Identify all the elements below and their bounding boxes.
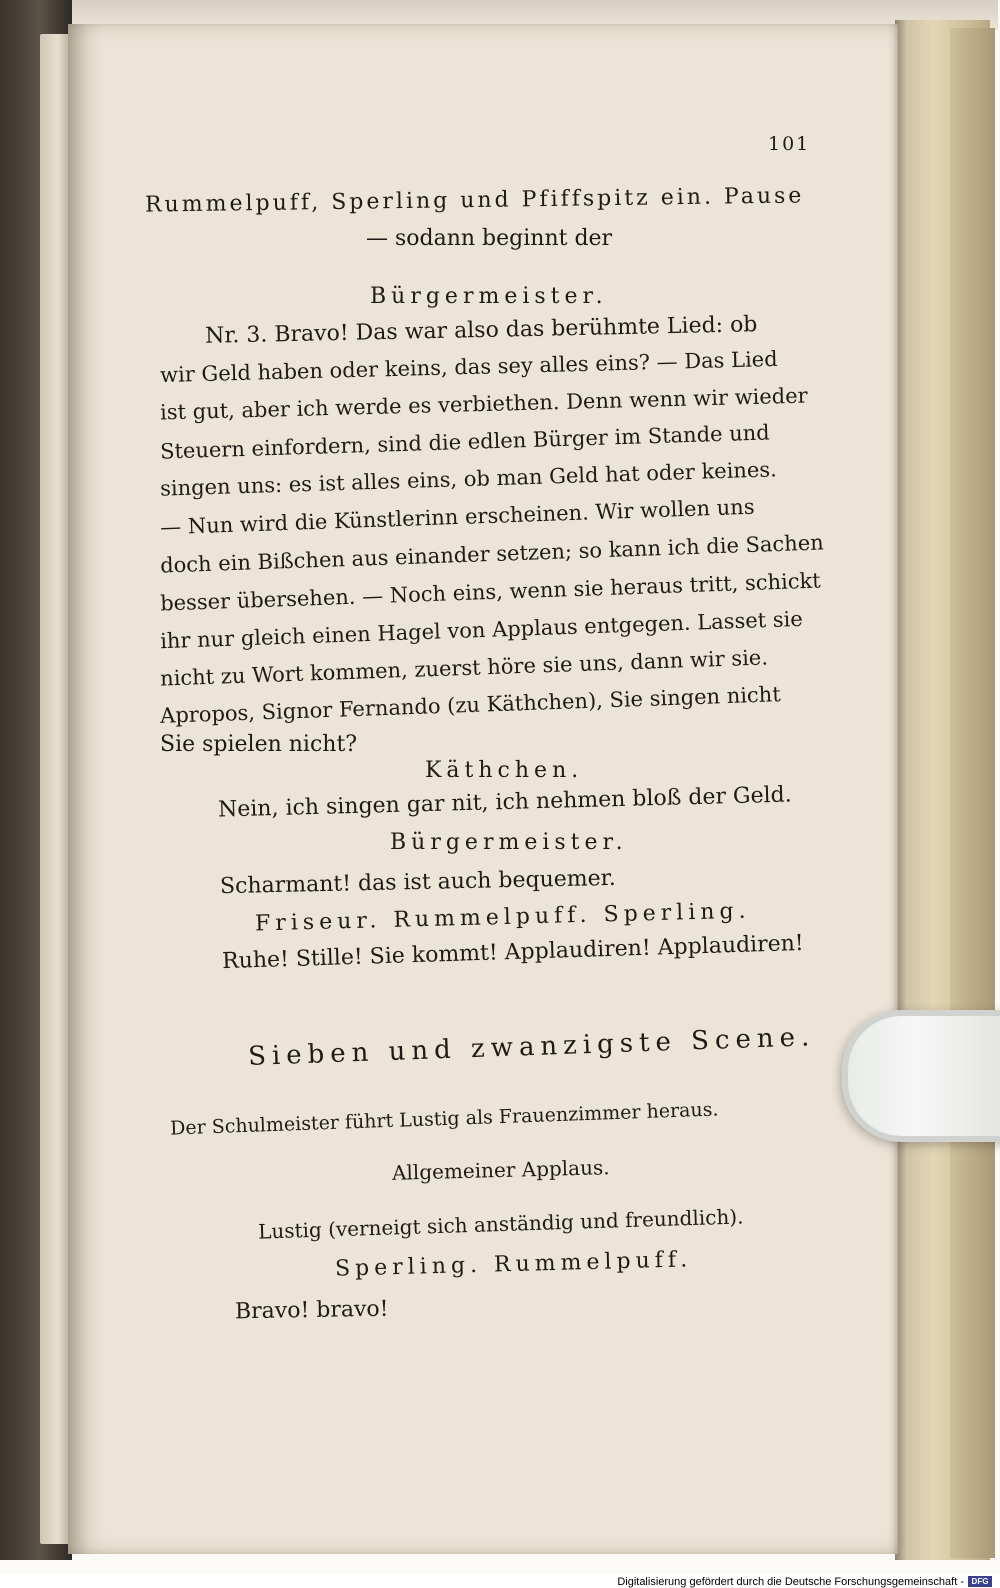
text-line: ihr nur gleich einen Hagel von Applaus entgegen. Lasset sie xyxy=(159,606,804,654)
speaker-name: Sperling. Rummelpuff. xyxy=(334,1247,693,1282)
stage-direction-line: Lustig (verneigt sich anständig und freundlich). xyxy=(257,1204,744,1244)
text-line: nicht zu Wort kommen, zuerst höre sie uns, dann wir sie. xyxy=(159,645,769,691)
text-line: ist gut, aber ich werde es verbiethen. Denn wenn wir wieder xyxy=(159,383,808,425)
text-line: besser übersehen. — Noch eins, wenn sie heraus tritt, schickt xyxy=(159,568,822,616)
text-line: Sie spielen nicht? xyxy=(160,732,358,757)
stage-direction-line: Allgemeiner Applaus. xyxy=(391,1155,610,1185)
scene-title: Sieben und zwanzigste Scene. xyxy=(247,1022,816,1072)
text-line: Nr. 3. Bravo! Das war also das berühmte Lied: ob xyxy=(204,312,758,349)
footer-credit: Digitalisierung gefördert durch die Deutsche Forschungsgemeinschaft - xyxy=(617,1576,964,1588)
dfg-logo: DFG xyxy=(968,1576,992,1587)
magnifier-tool[interactable] xyxy=(842,1010,1000,1142)
text-line: doch ein Bißchen aus einander setzen; so kann ich die Sachen xyxy=(159,530,825,578)
page-stack-edge-outer xyxy=(950,28,995,1558)
stage-direction-line: Der Schulmeister führt Lustig als Frauenzimmer heraus. xyxy=(169,1098,719,1140)
text-line: Apropos, Signor Fernando (zu Käthchen), Sie singen nicht xyxy=(159,682,782,728)
text-line: Steuern einfordern, sind die edlen Bürger im Stande und xyxy=(159,420,770,464)
text-line: — Nun wird die Künstlerinn erscheinen. Wir wollen uns xyxy=(159,494,755,540)
speaker-name: Friseur. Rummelpuff. Sperling. xyxy=(254,898,751,937)
stage-direction-line: Rummelpuff, Sperling und Pfiffspitz ein. Pause xyxy=(144,183,805,218)
stage-direction-line: — sodann beginnt der xyxy=(366,226,613,251)
text-line: Nein, ich singen gar nit, ich nehmen bloß der Geld. xyxy=(217,782,793,823)
text-line: Scharmant! das ist auch bequemer. xyxy=(219,865,616,900)
text-line: Bravo! bravo! xyxy=(234,1296,389,1325)
speaker-name: Käthchen. xyxy=(425,758,584,783)
speaker-name: Bürgermeister. xyxy=(370,284,608,309)
text-line: singen uns: es ist alles eins, ob man Geld hat oder keines. xyxy=(159,457,778,501)
left-page-edge xyxy=(40,34,70,1544)
text-line: Ruhe! Stille! Sie kommt! Applaudiren! Applaudiren! xyxy=(221,930,805,975)
page-number: 101 xyxy=(768,133,811,155)
speaker-name: Bürgermeister. xyxy=(390,830,628,855)
text-line: wir Geld haben oder keins, das sey alles eins? — Das Lied xyxy=(159,346,778,388)
